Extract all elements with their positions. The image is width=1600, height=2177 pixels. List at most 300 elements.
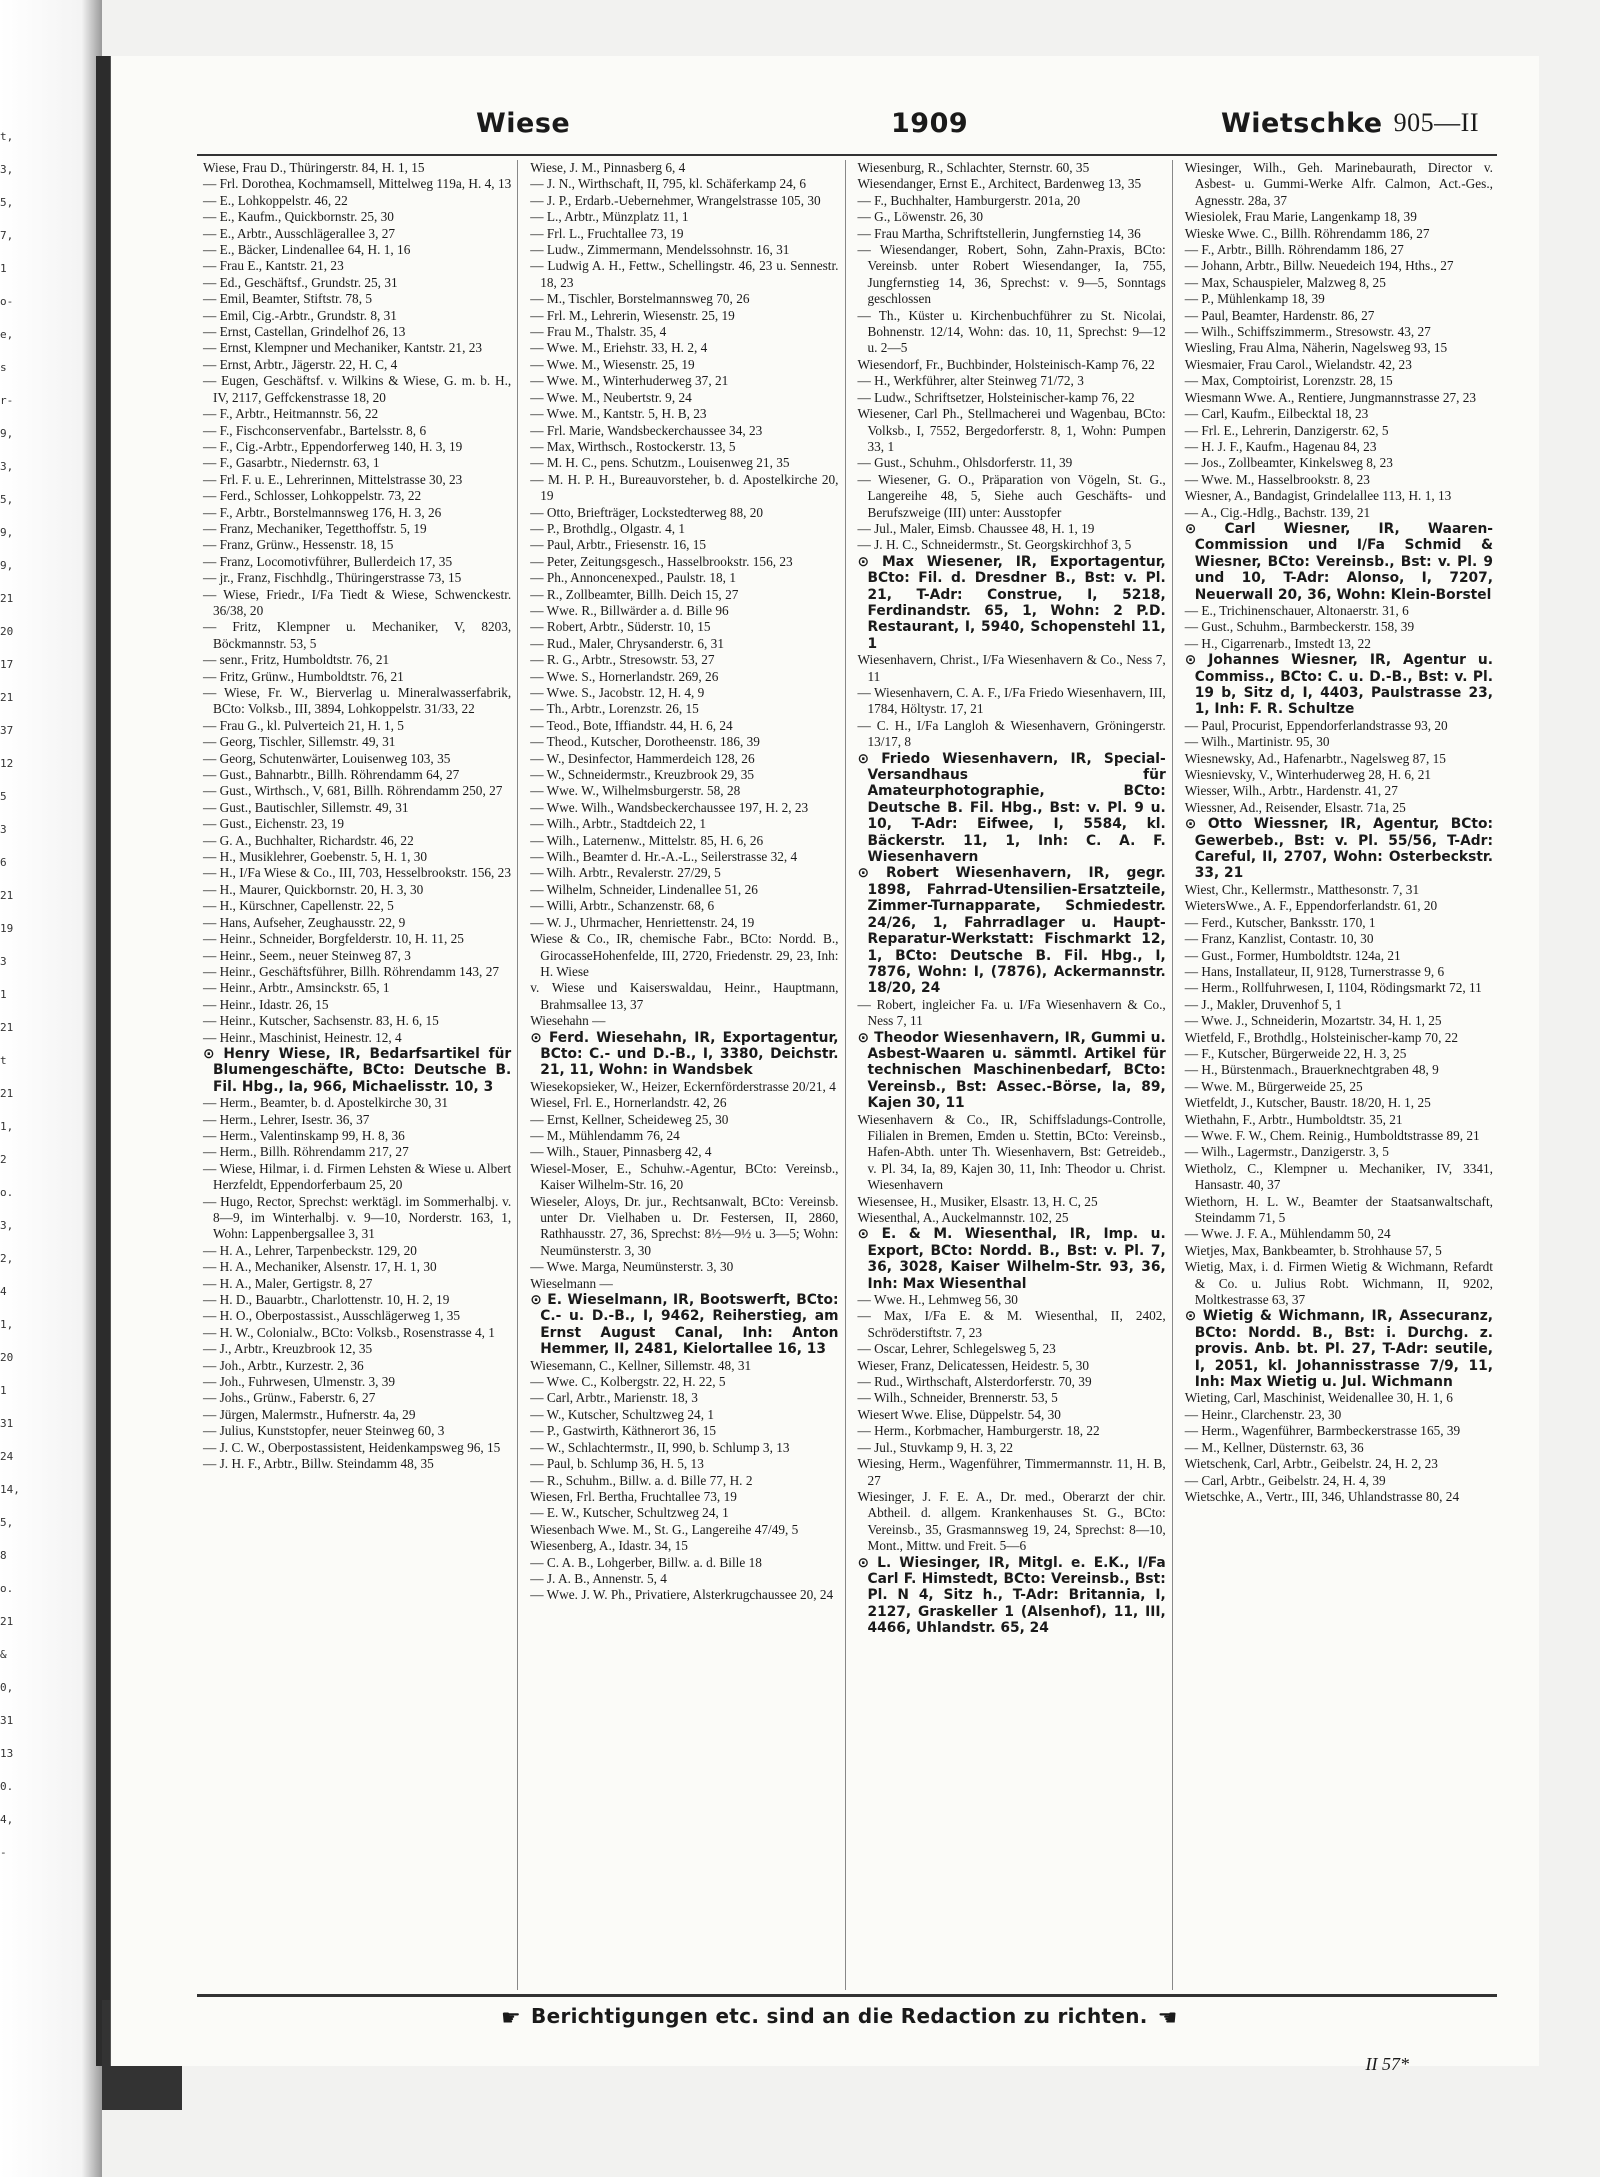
directory-entry: — Franz, Grünw., Hessenstr. 18, 15 [203, 537, 394, 553]
directory-entry: — M., Tischler, Borstelmannsweg 70, 26 [530, 291, 750, 307]
directory-entry: — Johann, Arbtr., Billw. Neuedeich 194, Hths., 27 [1184, 258, 1454, 274]
page-header [191, 108, 1479, 148]
margin-fragment: 0. [0, 1780, 14, 1793]
margin-fragment: 19 [0, 922, 14, 935]
header-rule [197, 154, 1497, 156]
directory-entry: — R., Schuhm., Billw. a. d. Bille 77, H. 2 [530, 1472, 753, 1488]
directory-entry: — J. N., Wirthschaft, II, 795, kl. Schäferkamp 24, 6 [530, 176, 807, 192]
directory-column-3 [854, 160, 1173, 1990]
directory-entry: — H., I/Fa Wiese & Co., III, 703, Hesselbrookstr. 156, 23 [203, 865, 511, 881]
directory-entry: — F., Fischconservenfabr., Bartelsstr. 8, 6 [203, 422, 427, 438]
directory-entry: — H. A., Lehrer, Tarpenbeckstr. 129, 20 [203, 1242, 417, 1258]
directory-entry: — Ludw., Zimmermann, Mendelssohnstr. 16, 31 [530, 242, 790, 258]
directory-entry: Wietholz, C., Klempner u. Mechaniker, IV, 3341, Hansastr. 40, 37 [1184, 1160, 1493, 1193]
directory-entry: — W., Schneidermstr., Kreuzbrook 29, 35 [530, 767, 755, 783]
margin-fragment: & [0, 1648, 7, 1661]
directory-entry: Wiesendorf, Fr., Buchbinder, Holsteinisch-Kamp 76, 22 [857, 356, 1155, 372]
directory-entry: Wiesel-Moser, E., Schuhw.-Agentur, BCto: Vereinsb., Kaiser Wilhelm-Str. 16, 20 [530, 1160, 839, 1193]
directory-entry: — Wilh., Lagermstr., Danzigerstr. 3, 5 [1184, 1144, 1389, 1160]
directory-entry: Wiesing, Herm., Wagenführer, Timmermannstr. 11, H. B, 27 [857, 1456, 1166, 1488]
directory-entry: — Franz, Locomotivführer, Bullerdeich 17, 35 [203, 553, 453, 569]
directory-entry: — Frl. Dorothea, Kochmamsell, Mittelweg 119a, H. 4, 13 [203, 176, 512, 192]
directory-entry: — Heinr., Schneider, Borgfelderstr. 10, H. 11, 25 [203, 931, 464, 947]
directory-page [110, 56, 1539, 2074]
directory-entry: — Peter, Zeitungsgesch., Hasselbrookstr. 156, 23 [530, 553, 793, 569]
directory-entry: — Wiese, Hilmar, i. d. Firmen Lehsten & Wiese u. Albert Herzfeldt, Eppendorferbaum 25, 20 [203, 1160, 512, 1193]
directory-entry: — Wilh., Martinistr. 95, 30 [1184, 734, 1330, 750]
margin-fragment: 1, [0, 1318, 14, 1331]
directory-entry: — C. A. B., Lohgerber, Billw. a. d. Bille 18 [530, 1554, 762, 1570]
directory-entry: — Heinr., Arbtr., Amsinckstr. 65, 1 [203, 980, 390, 996]
directory-entry: — J. H. C., Schneidermstr., St. Georgskirchhof 3, 5 [857, 537, 1132, 553]
directory-entry: — Heinr., Maschinist, Heinestr. 12, 4 [203, 1029, 402, 1045]
directory-entry: ⊙ Ferd. Wiesehahn, IR, Exportagentur, BCto: C.- und D.-B., I, 3380, Deichstr. 21, 11, Wohn: in Wandsbek [528, 1030, 838, 1079]
directory-entry: — Wilh., Arbtr., Stadtdeich 22, 1 [530, 816, 707, 832]
header-last-surname: Wietschke [1221, 108, 1383, 139]
directory-entry: — Wilh., Stauer, Pinnasberg 42, 4 [530, 1144, 712, 1160]
directory-entry: Wiese, Frau D., Thüringerstr. 84, H. 1, 15 [203, 160, 425, 175]
directory-entry: Wiesel, Frl. E., Hornerlandstr. 42, 26 [530, 1095, 727, 1111]
directory-entry: Wietjes, Max, Bankbeamter, b. Strohhause 57, 5 [1184, 1242, 1442, 1258]
directory-entry: — F., Arbtr., Borstelmannsweg 176, H. 3, 26 [203, 504, 442, 520]
directory-entry: — Wwe. M., Hasselbrookstr. 8, 23 [1184, 471, 1370, 487]
directory-entry: — P., Brothdlg., Olgastr. 4, 1 [530, 520, 686, 536]
directory-entry: — Max, Schauspieler, Malzweg 8, 25 [1184, 274, 1386, 290]
directory-entry: — Wilh., Schneider, Brennerstr. 53, 5 [857, 1390, 1058, 1406]
directory-entry: — Hans, Installateur, II, 9128, Turnerstrasse 9, 6 [1184, 963, 1445, 979]
directory-entry: — Heinr., Geschäftsführer, Billh. Röhrendamm 143, 27 [203, 963, 500, 979]
margin-fragment: 0, [0, 1681, 14, 1694]
directory-entry: WietersWwe., A. F., Eppendorferlandstr. 61, 20 [1184, 898, 1438, 914]
directory-entry: — Wwe. R., Billwärder a. d. Bille 96 [530, 602, 729, 618]
directory-entry: Wiesenhavern & Co., IR, Schiffsladungs-Controlle, Filialen in Bremen, Emden u. Stettin, BCto: Vereinsb., Hafen-Abth. unter Th. Wiesenhavern, Bst: Getreideb., v. Pl. 34, Ia, 89, Kajen 30, 11, Inh: Theodor u. Christ. Wiesenhavern [857, 1111, 1166, 1193]
directory-entry: — Herm., Valentinskamp 99, H. 8, 36 [203, 1127, 405, 1143]
directory-entry: — Herm., Lehrer, Isestr. 36, 37 [203, 1111, 370, 1127]
directory-entry: Wiese & Co., IR, chemische Fabr., BCto: Nordd. B., GirocasseHohenfelde, III, 2720, Friedenstr. 29, 23, Inh: H. Wiese [530, 931, 839, 979]
directory-entry: Wiesenhavern, Christ., I/Fa Wiesenhavern & Co., Ness 7, 11 [857, 652, 1166, 684]
header-first-surname: Wiese [476, 108, 571, 139]
directory-entry: — H., Cigarrenarb., Imstedt 13, 22 [1184, 635, 1371, 651]
directory-entry: ⊙ E. & M. Wiesenthal, IR, Imp. u. Export, BCto: Nordd. B., Bst: v. Pl. 7, 36, 3028, Kaiser Wilhelm-Str. 93, 36, Inh: Max Wiesenthal [856, 1226, 1166, 1292]
margin-fragment: 8 [0, 1549, 7, 1562]
directory-entry: Wiesener, Carl Ph., Stellmacherei und Wagenbau, BCto: Volksb., I, 7552, Bergedorferstr. 8, 1, Wohn: Pumpen 33, 1 [857, 406, 1166, 454]
directory-entry: — Hans, Aufseher, Zeughausstr. 22, 9 [203, 914, 406, 930]
directory-entry: — Gust., Bautischler, Sillemstr. 49, 31 [203, 799, 409, 815]
directory-entry: — Frl. F. u. E., Lehrerinnen, Mittelstrasse 30, 23 [203, 471, 463, 487]
directory-column-1 [199, 160, 518, 1990]
margin-fragment: 5, [0, 196, 14, 209]
directory-entry: — F., Cig.-Arbtr., Eppendorferweg 140, H. 3, 19 [203, 438, 463, 454]
directory-entry: ⊙ E. Wieselmann, IR, Bootswerft, BCto: C.- u. D.-B., I, 9462, Reiherstieg, am Ernst August Canal, Inh: Anton Hemmer, II, 2481, Kielortallee 16, 13 [528, 1292, 838, 1358]
margin-fragment: o- [0, 295, 14, 308]
margin-fragment: 21 [0, 1615, 14, 1628]
directory-entry: — Wwe. C., Kolbergstr. 22, H. 22, 5 [530, 1374, 726, 1390]
margin-fragment: o. [0, 1582, 14, 1595]
directory-entry: — H. J. F., Kaufm., Hagenau 84, 23 [1184, 438, 1377, 454]
directory-entry: — E., Lohkoppelstr. 46, 22 [203, 192, 348, 208]
margin-fragment: e, [0, 328, 14, 341]
margin-fragment: t [0, 1054, 7, 1067]
directory-entry: — M., Kellner, Düsternstr. 63, 36 [1184, 1439, 1364, 1455]
directory-entry: — Fritz, Klempner u. Mechaniker, V, 8203, Böckmannstr. 53, 5 [203, 619, 512, 651]
directory-entry: — J., Arbtr., Kreuzbrook 12, 35 [203, 1341, 373, 1357]
directory-entry: — Wwe. S., Jacobstr. 12, H. 4, 9 [530, 685, 705, 700]
directory-entry: — Willi, Arbtr., Schanzenstr. 68, 6 [530, 898, 715, 914]
directory-entry: — Gust., Wirthsch., V, 681, Billh. Röhrendamm 250, 27 [203, 783, 503, 799]
directory-entry: — R., Zollbeamter, Billh. Deich 15, 27 [530, 586, 739, 602]
margin-fragment: 5 [0, 790, 7, 803]
directory-entry: — Heinr., Kutscher, Sachsenstr. 83, H. 6, 15 [203, 1013, 439, 1029]
directory-entry: — H. O., Oberpostassist., Ausschlägerweg 1, 35 [203, 1308, 461, 1324]
directory-entry: — Gust., Former, Humboldtstr. 124a, 21 [1184, 947, 1401, 963]
directory-entry: — L., Arbtr., Münzplatz 11, 1 [530, 209, 689, 225]
directory-entry: Wiethorn, H. L. W., Beamter der Staatsanwaltschaft, Steindamm 71, 5 [1184, 1193, 1493, 1225]
directory-entry: Wiesner, A., Bandagist, Grindelallee 113, H. 1, 13 [1184, 488, 1452, 504]
margin-fragment: 1 [0, 1384, 7, 1397]
margin-fragment: 2 [0, 1153, 7, 1166]
directory-entry: ⊙ Otto Wiessner, IR, Agentur, BCto: Gewerbeb., Bst: v. Pl. 55/56, T-Adr: Careful, II, 2707, Wohn: Osterbeckstr. 33, 21 [1183, 816, 1493, 882]
directory-entry: — Rud., Wirthschaft, Alsterdorferstr. 70, 39 [857, 1374, 1092, 1390]
directory-entry: — F., Kutscher, Bürgerweide 22, H. 3, 25 [1184, 1045, 1407, 1061]
directory-entry: ⊙ Johannes Wiesner, IR, Agentur u. Commiss., BCto: C. u. D.-B., Bst: v. Pl. 19 b, Sitz d, I, 4403, Paulstrasse 23, 1, Inh: F. R. Schultze [1183, 652, 1493, 718]
directory-entry: — Wwe. J. F. A., Mühlendamm 50, 24 [1184, 1226, 1391, 1242]
directory-entry: — P., Mühlenkamp 18, 39 [1184, 291, 1325, 307]
directory-entry: — Wilh. Arbtr., Revalerstr. 27/29, 5 [530, 865, 721, 881]
directory-entry: — Joh., Arbtr., Kurzestr. 2, 36 [203, 1357, 364, 1373]
directory-entry: — Frau G., kl. Pulverteich 21, H. 1, 5 [203, 717, 404, 733]
directory-entry: — Th., Küster u. Kirchenbuchführer zu St. Nicolai, Bohnenstr. 12/14, Wohn: das. 10, 11, Sprechst: 9—12 u. 2—5 [857, 307, 1166, 356]
directory-entry: ⊙ Henry Wiese, IR, Bedarfsartikel für Blumengeschäfte, BCto: Deutsche B. Fil. Hbg., Ia, 966, Michaelisstr. 10, 3 [201, 1046, 511, 1095]
directory-entry: Wiesinger, Wilh., Geh. Marinebaurath, Director v. Asbest- u. Gummi-Werke Alfr. Calmon, Act.-Ges., Agnesstr. 28a, 37 [1184, 160, 1493, 208]
directory-entry: — Heinr., Seem., neuer Steinweg 87, 3 [203, 947, 411, 963]
book-spine [96, 56, 110, 2066]
margin-fragment: 24 [0, 1450, 14, 1463]
directory-entry: — Julius, Kunststopfer, neuer Steinweg 60, 3 [203, 1423, 445, 1439]
directory-entry: — Wwe. H., Lehmweg 56, 30 [857, 1292, 1018, 1308]
directory-entry: — J. A. B., Annenstr. 5, 4 [530, 1570, 667, 1586]
directory-entry: Wiesmann Wwe. A., Rentiere, Jungmannstrasse 27, 23 [1184, 389, 1477, 405]
margin-fragment: 9, [0, 559, 14, 572]
directory-entry: Wiesenbach Wwe. M., St. G., Langereihe 47/49, 5 [530, 1521, 799, 1537]
directory-entry: — Paul, Beamter, Hardenstr. 86, 27 [1184, 307, 1375, 323]
directory-entry: — R. G., Arbtr., Stresowstr. 53, 27 [530, 652, 715, 668]
directory-entry: — jr., Franz, Fischhdlg., Thüringerstrasse 73, 15 [203, 570, 462, 586]
margin-fragment: 4, [0, 1813, 14, 1826]
margin-fragment: 31 [0, 1417, 14, 1430]
directory-entry: — Gust., Eichenstr. 23, 19 [203, 816, 345, 832]
directory-entry: — senr., Fritz, Humboldtstr. 76, 21 [203, 652, 390, 668]
directory-entry: — F., Buchhalter, Hamburgerstr. 201a, 20 [857, 192, 1081, 208]
directory-entry: — H., Bürstenmach., Brauerknechtgraben 48, 9 [1184, 1062, 1439, 1078]
margin-fragment: 6 [0, 856, 7, 869]
margin-fragment: - [0, 1846, 7, 1859]
directory-entry: Wiesekopsieker, W., Heizer, Eckernförderstrasse 20/21, 4 [530, 1078, 836, 1094]
directory-entry: — W., Desinfector, Hammerdeich 128, 26 [530, 750, 755, 766]
margin-fragment: 20 [0, 625, 14, 638]
directory-entry: — Ferd., Schlosser, Lohkoppelstr. 73, 22 [203, 488, 422, 504]
directory-entry: — Wwe. W., Wilhelmsburgerstr. 58, 28 [530, 783, 741, 799]
directory-entry: — G., Löwenstr. 26, 30 [857, 209, 984, 225]
directory-entry: — M. H. P. H., Bureauvorsteher, b. d. Apostelkirche 20, 19 [530, 471, 839, 504]
directory-entry: Wiesinger, J. F. E. A., Dr. med., Oberarzt der chir. Abtheil. d. allgem. Krankenhauses St. G., BCto: Vereinsb., 35, Grasmannsweg 19, 24, Sprechst: 8—10, Mont., Mittw. und Freit. 5—6 [857, 1488, 1166, 1554]
scan-background-left [0, 0, 102, 2177]
margin-fragment: 3 [0, 823, 7, 836]
directory-entry: — Emil, Cig.-Arbtr., Grundstr. 8, 31 [203, 307, 397, 323]
directory-entry: ⊙ L. Wiesinger, IR, Mitgl. e. E.K., I/Fa Carl F. Himstedt, BCto: Vereinsb., Bst: Pl. N 4, Sitz h., T-Adr: Britannia, I, 2127, Graskeller 1 (Alsenhof), 11, III, 4466, Uhlandstr. 65, 24 [856, 1555, 1166, 1637]
directory-entry: — Wiese, Fr. W., Bierverlag u. Mineralwasserfabrik, BCto: Volksb., III, 3894, Lohkoppelstr. 31/33, 22 [203, 685, 512, 717]
directory-entry: — Frl. M., Lehrerin, Wiesenstr. 25, 19 [530, 307, 735, 323]
directory-entry: — Ludwig A. H., Fettw., Schellingstr. 46, 23 u. Sennestr. 18, 23 [530, 258, 839, 290]
directory-entry: — Frl. E., Lehrerin, Danzigerstr. 62, 5 [1184, 422, 1389, 438]
directory-entry: — W., Kutscher, Schultzweg 24, 1 [530, 1406, 715, 1422]
directory-entry: Wiessner, Ad., Reisender, Elsastr. 71a, 25 [1184, 799, 1406, 815]
directory-entry: — Ernst, Castellan, Grindelhof 26, 13 [203, 324, 406, 340]
directory-entry: — Wwe. Marga, Neumünsterstr. 3, 30 [530, 1259, 734, 1275]
directory-entry: — Herm., Billh. Röhrendamm 217, 27 [203, 1144, 409, 1160]
directory-entry: — Wilh., Beamter d. Hr.-A.-L., Seilerstrasse 32, 4 [530, 849, 798, 865]
directory-entry: — Herm., Rollfuhrwesen, I, 1104, Rödingsmarkt 72, 11 [1184, 980, 1482, 996]
header-year: 1909 [891, 108, 969, 139]
directory-entry: — J. C. W., Oberpostassistent, Heidenkampsweg 96, 15 [203, 1439, 501, 1455]
margin-fragment: 21 [0, 889, 14, 902]
directory-entry: — Frau E., Kantstr. 21, 23 [203, 258, 344, 274]
directory-entry: — Wiesenhavern, C. A. F., I/Fa Friedo Wiesenhavern, III, 1784, Höltystr. 17, 21 [857, 685, 1166, 717]
directory-entry: — Frl. Marie, Wandsbeckerchaussee 34, 23 [530, 422, 763, 438]
signature-mark: II 57* [1365, 2054, 1409, 2074]
directory-entry: — Paul, Arbtr., Friesenstr. 16, 15 [530, 537, 707, 553]
footer-note [491, 2004, 1188, 2031]
directory-entry: ⊙ Wietig & Wichmann, IR, Assecuranz, BCto: Nordd. B., Bst: i. Durchg. z. provis. Anb. bt. Pl. 27, T-Adr: seutile, I, 2051, kl. Johannisstrasse 7/9, 11, Inh: Max Wietig u. Jul. Wichmann [1183, 1308, 1493, 1390]
directory-entry: — Johs., Grünw., Faberstr. 6, 27 [203, 1390, 376, 1406]
directory-entry: — Max, Comptoirist, Lorenzstr. 28, 15 [1184, 373, 1393, 389]
margin-fragment: 20 [0, 1351, 14, 1364]
margin-fragment: 21 [0, 1021, 14, 1034]
directory-columns [199, 160, 1499, 1990]
directory-entry: — C. H., I/Fa Langloh & Wiesenhavern, Gröningerstr. 13/17, 8 [857, 717, 1166, 750]
directory-entry: — F., Gasarbtr., Niedernstr. 63, 1 [203, 455, 380, 471]
directory-entry: — Theod., Kutscher, Dorotheenstr. 186, 39 [530, 734, 760, 750]
margin-fragment: 17 [0, 658, 14, 671]
directory-entry: — Wwe. M., Bürgerweide 25, 25 [1184, 1078, 1363, 1094]
directory-entry: — Ernst, Kellner, Scheideweg 25, 30 [530, 1111, 729, 1127]
directory-entry: — Wwe. M., Kantstr. 5, H. B, 23 [530, 406, 707, 422]
directory-column-4 [1181, 160, 1499, 1990]
margin-fragment: 7, [0, 229, 14, 242]
directory-entry: — Paul, b. Schlump 36, H. 5, 13 [530, 1456, 704, 1472]
directory-entry: — Joh., Fuhrwesen, Ulmenstr. 3, 39 [203, 1374, 396, 1390]
directory-entry: — Jürgen, Malermstr., Hufnerstr. 4a, 29 [203, 1406, 416, 1422]
directory-entry: — Franz, Mechaniker, Tegetthoffstr. 5, 19 [203, 520, 427, 536]
directory-entry: — Ferd., Kutscher, Banksstr. 170, 1 [1184, 914, 1376, 930]
margin-fragment: 13 [0, 1747, 14, 1760]
directory-entry: Wiesnievsky, V., Winterhuderweg 28, H. 6, 21 [1184, 767, 1431, 783]
directory-entry: — Th., Arbtr., Lorenzstr. 26, 15 [530, 701, 699, 717]
directory-entry: — Jos., Zollbeamter, Kinkelsweg 8, 23 [1184, 455, 1393, 471]
directory-entry: — J., Makler, Druvenhof 5, 1 [1184, 996, 1342, 1012]
directory-entry: — Eugen, Geschäftsf. v. Wilkins & Wiese, G. m. b. H., IV, 2117, Geffckenstrasse 18, 20 [203, 373, 512, 405]
directory-entry: Wietfeld, F., Brothdlg., Holsteinischer-kamp 70, 22 [1184, 1029, 1459, 1045]
directory-entry: — Wwe. J. W. Ph., Privatiere, Alsterkrugchaussee 20, 24 [530, 1587, 834, 1603]
directory-entry: Wiethahn, F., Arbtr., Humboldtstr. 35, 21 [1184, 1111, 1403, 1127]
directory-entry: — Gust., Schuhm., Ohlsdorferstr. 11, 39 [857, 455, 1073, 471]
directory-entry: — Franz, Kanzlist, Contastr. 10, 30 [1184, 931, 1374, 947]
pointing-hand-icon: ☛ [501, 2006, 522, 2031]
directory-entry: — Wwe. M., Winterhuderweg 37, 21 [530, 373, 729, 389]
directory-entry: — Carl, Arbtr., Geibelstr. 24, H. 4, 39 [1184, 1472, 1386, 1488]
margin-fragment: 3 [0, 955, 7, 968]
directory-entry: Wietfeldt, J., Kutscher, Baustr. 18/20, H. 1, 25 [1184, 1095, 1431, 1111]
directory-entry: — Carl, Kaufm., Eilbecktal 18, 23 [1184, 406, 1369, 422]
footer-note-text: Berichtigungen etc. sind an die Redaction zu richten. [531, 2004, 1148, 2028]
directory-entry: — Rud., Maler, Chrysanderstr. 6, 31 [530, 635, 724, 651]
directory-entry: — Gust., Bahnarbtr., Billh. Röhrendamm 64, 27 [203, 767, 460, 783]
directory-entry: — Frau Martha, Schriftstellerin, Jungfernstieg 14, 36 [857, 225, 1141, 241]
directory-entry: Wieting, Carl, Maschinist, Weidenallee 30, H. 1, 6 [1184, 1390, 1453, 1406]
directory-entry: — Herm., Korbmacher, Hamburgerstr. 18, 22 [857, 1423, 1100, 1439]
directory-entry: v. Wiese und Kaiserswaldau, Heinr., Hauptmann, Brahmsallee 13, 37 [530, 980, 839, 1012]
directory-entry: Wiesert Wwe. Elise, Düppelstr. 54, 30 [857, 1406, 1061, 1422]
directory-entry: — G. A., Buchhalter, Richardstr. 46, 22 [203, 832, 414, 848]
directory-entry: — Wwe. M., Eriehstr. 33, H. 2, 4 [530, 340, 708, 356]
directory-entry: — Max, Wirthsch., Rostockerstr. 13, 5 [530, 438, 736, 454]
directory-entry: — E., Arbtr., Ausschlägerallee 3, 27 [203, 225, 396, 241]
page-number: 905—II [1393, 108, 1479, 137]
directory-entry: — Wiesendanger, Robert, Sohn, Zahn-Praxis, BCto: Vereinsb. unter Robert Wiesendanger, Ia, 755, Jungfernstieg 14, 36, Sprechst: v. 9—5, Sonntags geschlossen [857, 242, 1166, 307]
directory-entry: Wiesen, Frl. Bertha, Fruchtallee 73, 19 [530, 1488, 737, 1504]
directory-entry: Wieselmann — [530, 1275, 613, 1291]
directory-entry: Wiesensee, H., Musiker, Elsastr. 13, H. C, 25 [857, 1193, 1098, 1209]
directory-entry: — E. W., Kutscher, Schultzweg 24, 1 [530, 1505, 729, 1521]
directory-entry: — W., Schlachtermstr., II, 990, b. Schlump 3, 13 [530, 1439, 790, 1455]
margin-fragment: 9, [0, 526, 14, 539]
margin-fragment: 21 [0, 1087, 14, 1100]
directory-entry: — Ernst, Klempner und Mechaniker, Kantstr. 21, 23 [203, 340, 483, 356]
directory-entry: — Oscar, Lehrer, Schlegelsweg 5, 23 [857, 1341, 1056, 1357]
directory-entry: ⊙ Max Wiesener, IR, Exportagentur, BCto: Fil. d. Dresdner B., Bst: v. Pl. 21, T-Adr: Construe, I, 5218, Ferdinandstr. 65, 1, Wohn: 2 P.D. Restaurant, I, 5940, Schopenstehl 11, 1 [856, 554, 1166, 652]
directory-entry: — Herm., Beamter, b. d. Apostelkirche 30, 31 [203, 1095, 449, 1111]
directory-entry: Wieser, Franz, Delicatessen, Heidestr. 5, 30 [857, 1357, 1090, 1373]
directory-entry: — Ludw., Schriftsetzer, Holsteinischer-kamp 76, 22 [857, 389, 1135, 405]
directory-entry: Wiesnewsky, Ad., Hafenarbtr., Nagelsweg 87, 15 [1184, 750, 1446, 766]
directory-entry: — Frl. L., Fruchtallee 73, 19 [530, 225, 684, 241]
directory-column-2 [526, 160, 845, 1990]
directory-entry: — Wiese, Friedr., I/Fa Tiedt & Wiese, Schwenckestr. 36/38, 20 [203, 586, 512, 618]
directory-entry: — Jul., Maler, Eimsb. Chaussee 48, H. 1, 19 [857, 520, 1095, 536]
margin-fragment: 1 [0, 988, 7, 1001]
directory-entry: Wiesling, Frau Alma, Näherin, Nagelsweg 93, 15 [1184, 340, 1448, 356]
directory-entry: — H., Werkführer, alter Steinweg 71/72, 3 [857, 373, 1084, 389]
directory-entry: — Ernst, Arbtr., Jägerstr. 22, H. C, 4 [203, 356, 398, 372]
margin-fragment: r- [0, 394, 14, 407]
directory-entry: — J. H. F., Arbtr., Billw. Steindamm 48, 35 [203, 1456, 434, 1472]
directory-entry: — Wwe. M., Wiesenstr. 25, 19 [530, 356, 695, 372]
directory-entry: ⊙ Theodor Wiesenhavern, IR, Gummi u. Asbest-Waaren u. sämmtl. Artikel für technischen Maschinenbedarf, BCto: Vereinsb., Bst: Assec.-Börse, Ia, 89, Kajen 30, 11 [856, 1030, 1166, 1112]
directory-entry: Wieske Wwe. C., Billh. Röhrendamm 186, 27 [1184, 225, 1430, 241]
directory-entry: — W. J., Uhrmacher, Henriettenstr. 24, 19 [530, 914, 755, 930]
margin-fragment: s [0, 361, 7, 374]
directory-entry: — Jul., Stuvkamp 9, H. 3, 22 [857, 1439, 1014, 1455]
directory-entry: Wiesehahn — [530, 1013, 606, 1029]
directory-entry: — Ed., Geschäftsf., Grundstr. 25, 31 [203, 274, 398, 290]
directory-entry: Wiest, Chr., Kellermstr., Matthesonstr. 7, 31 [1184, 881, 1420, 897]
directory-entry: — E., Bäcker, Lindenallee 64, H. 1, 16 [203, 242, 411, 258]
directory-entry: Wiesenburg, R., Schlachter, Sternstr. 60, 35 [857, 160, 1090, 175]
margin-fragment: 2, [0, 1252, 14, 1265]
margin-fragment: 37 [0, 724, 14, 737]
directory-entry: — Hugo, Rector, Sprechst: werktägl. im Sommerhalbj. v. 8—9, im Winterhalbj. v. 9—10, Norderstr. 163, 1, Wohn: Lappenbergsallee 3, 31 [203, 1193, 512, 1242]
directory-entry: — Georg, Tischler, Sillemstr. 49, 31 [203, 734, 396, 750]
directory-entry: — Max, I/Fa E. & M. Wiesenthal, II, 2402, Schröderstiftstr. 7, 23 [857, 1308, 1166, 1340]
directory-entry: — M., Mühlendamm 76, 24 [530, 1127, 680, 1143]
directory-entry: Wiesser, Wilh., Arbtr., Hardenstr. 41, 27 [1184, 783, 1398, 799]
directory-entry: — H., Kürschner, Capellenstr. 22, 5 [203, 898, 394, 914]
directory-entry: Wiesendanger, Ernst E., Architect, Bardenweg 13, 35 [857, 176, 1142, 192]
directory-entry: — E., Kaufm., Quickbornstr. 25, 30 [203, 209, 394, 225]
directory-entry: Wiesiolek, Frau Marie, Langenkamp 18, 39 [1184, 209, 1417, 225]
directory-entry: — H., Maurer, Quickbornstr. 20, H. 3, 30 [203, 881, 424, 897]
margin-fragment: 5, [0, 1516, 14, 1529]
directory-entry: Wiese, J. M., Pinnasberg 6, 4 [530, 160, 686, 175]
directory-entry: — Herm., Wagenführer, Barmbeckerstrasse 165, 39 [1184, 1423, 1461, 1439]
adjacent-page-margin [0, 120, 20, 1970]
margin-fragment: 3, [0, 1219, 14, 1232]
margin-fragment: 21 [0, 691, 14, 704]
directory-entry: Wiesmaier, Frau Carol., Wielandstr. 42, 23 [1184, 356, 1412, 372]
directory-entry: Wiesenthal, A., Auckelmannstr. 102, 25 [857, 1210, 1069, 1225]
directory-entry: — Wwe. M., Neubertstr. 9, 24 [530, 389, 692, 405]
directory-entry: Wiesenberg, A., Idastr. 34, 15 [530, 1538, 688, 1554]
directory-entry: — Wilh., Schiffszimmerm., Stresowstr. 43, 27 [1184, 324, 1431, 340]
directory-entry: — M. H. C., pens. Schutzm., Louisenweg 21, 35 [530, 455, 790, 471]
directory-entry: — Wwe. J., Schneiderin, Mozartstr. 34, H. 1, 25 [1184, 1013, 1442, 1029]
directory-entry: — Paul, Procurist, Eppendorferlandstrasse 93, 20 [1184, 717, 1448, 733]
directory-entry: — Wwe. S., Hornerlandstr. 269, 26 [530, 668, 719, 684]
directory-entry: — Wiesener, G. O., Präparation von Vögeln, St. G., Langereihe 48, 5, Siehe auch Geschäfts- und Berufszweige (III) unter: Ausstopfer [857, 471, 1166, 520]
directory-entry: — Fritz, Grünw., Humboldtstr. 76, 21 [203, 668, 404, 684]
directory-entry: — J. P., Erdarb.-Uebernehmer, Wrangelstrasse 105, 30 [530, 192, 821, 208]
margin-fragment: 3, [0, 460, 14, 473]
margin-fragment: 9, [0, 427, 14, 440]
directory-entry: — H. A., Maler, Gertigstr. 8, 27 [203, 1275, 373, 1291]
directory-entry: — H. W., Colonialw., BCto: Volksb., Rosenstrasse 4, 1 [203, 1324, 495, 1340]
pointing-hand-icon: ☚ [1157, 2006, 1178, 2031]
margin-fragment: 21 [0, 592, 14, 605]
directory-entry: — Ph., Annoncenexped., Paulstr. 18, 1 [530, 570, 736, 586]
directory-entry: Wietschke, A., Vertr., III, 346, Uhlandstrasse 80, 24 [1184, 1488, 1460, 1504]
directory-entry: — P., Gastwirth, Käthnerort 36, 15 [530, 1423, 717, 1439]
directory-entry: ⊙ Friedo Wiesenhavern, IR, Special-Versandhaus für Amateurphotographie, BCto: Deutsche B. Fil. Hbg., Bst: v. Pl. 9 u. 10, T-Adr: Eifwee, I, 5584, kl. Bäckerstr. 11, 1, Inh: C. A. F. Wiesenhavern [856, 751, 1166, 866]
margin-fragment: 31 [0, 1714, 14, 1727]
directory-entry: — H. A., Mechaniker, Alsenstr. 17, H. 1, 30 [203, 1259, 437, 1275]
directory-entry: Wietschenk, Carl, Arbtr., Geibelstr. 24, H. 2, 23 [1184, 1456, 1438, 1472]
directory-entry: — Gust., Schuhm., Barmbeckerstr. 158, 39 [1184, 619, 1415, 635]
margin-fragment: 5, [0, 493, 14, 506]
directory-entry: — Otto, Briefträger, Lockstedterweg 88, 20 [530, 504, 764, 520]
margin-fragment: 12 [0, 757, 14, 770]
directory-entry: — Wilhelm, Schneider, Lindenallee 51, 26 [530, 881, 758, 897]
directory-entry: Wiesemann, C., Kellner, Sillemstr. 48, 31 [530, 1357, 752, 1373]
directory-entry: — F., Arbtr., Heitmannstr. 56, 22 [203, 406, 379, 422]
margin-fragment: 1, [0, 1120, 14, 1133]
directory-entry: — Frau M., Thalstr. 35, 4 [530, 324, 667, 340]
directory-entry: — Georg, Schutenwärter, Louisenweg 103, 35 [203, 750, 451, 766]
margin-fragment: 3, [0, 163, 14, 176]
margin-fragment: o. [0, 1186, 14, 1199]
directory-entry: — E., Trichinenschauer, Altonaerstr. 31, 6 [1184, 602, 1409, 618]
directory-entry: Wieseler, Aloys, Dr. jur., Rechtsanwalt, BCto: Vereinsb. unter Dr. Vielhaben u. Dr. Festersen, II, 2860, Rathhausstr. 27, 36, Sprechst: 8½—9½ u. 3—5; Wohn: Neumünsterstr. 3, 30 [530, 1193, 839, 1258]
directory-entry: — Emil, Beamter, Stiftstr. 78, 5 [203, 291, 372, 307]
directory-entry: — Heinr., Clarchenstr. 23, 30 [1184, 1406, 1342, 1422]
